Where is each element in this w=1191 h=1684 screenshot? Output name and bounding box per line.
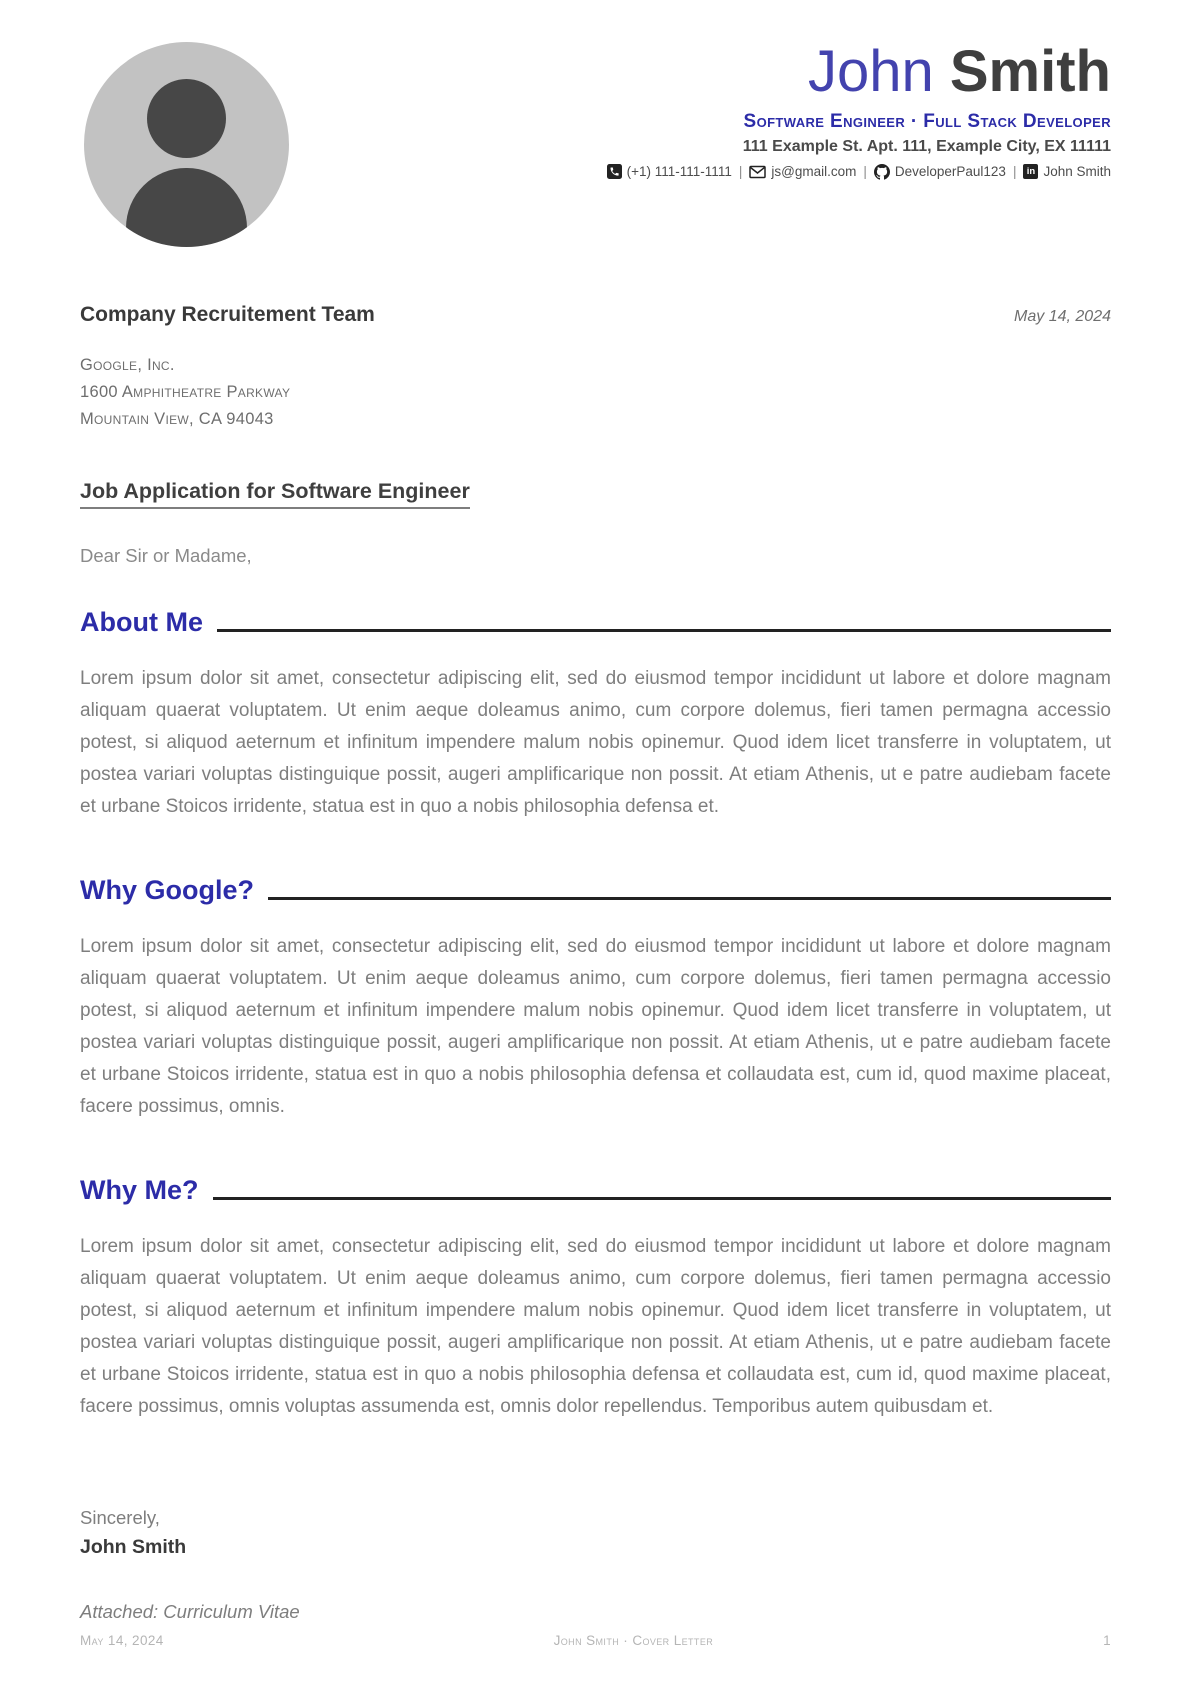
first-name: John bbox=[807, 39, 934, 104]
signature-name: John Smith bbox=[80, 1536, 187, 1558]
header bbox=[80, 40, 1111, 247]
footer-page-number: 1 bbox=[1103, 1633, 1111, 1648]
contact-divider: | bbox=[738, 164, 743, 180]
valediction: Sincerely, bbox=[80, 1507, 160, 1528]
section-why-google bbox=[80, 875, 1111, 1123]
avatar-torso-shape bbox=[126, 168, 247, 247]
subject-text: Job Application for Software Engineer bbox=[80, 479, 470, 509]
envelope-icon bbox=[749, 165, 766, 179]
section-heading bbox=[80, 1175, 1111, 1206]
email-link[interactable] bbox=[749, 164, 856, 179]
phone-icon bbox=[607, 164, 622, 179]
linkedin-name: John Smith bbox=[1043, 164, 1111, 180]
email-address: js@gmail.com bbox=[771, 164, 857, 180]
recipient-address-block bbox=[80, 352, 1111, 433]
postal-address: 111 Example St. Apt. 111, Example City, EX 11111 bbox=[742, 137, 1111, 155]
section-rule bbox=[217, 629, 1111, 632]
section-why-me bbox=[80, 1175, 1111, 1423]
section-paragraph: Lorem ipsum dolor sit amet, consectetur adipiscing elit, sed do eiusmod tempor incididunt ut labore et dolore magnam aliquam quaerat voluptatem. Ut enim aeque doleamus animo, cum corpore dolemus, fieri tamen permagna accessio potest, si aliquod aeternum et infinitum impendere malum nobis opinemur. Quod idem licet transferre in voluptatem, ut postea variari voluptas distinguique possit, augeri amplificarique non possit. At etiam Athenis, ut e patre audiebam facete et urbane Stoicos irridente, statua est in quo a nobis philosophia defensa et collaudata est, cum id, quod maxime placeat, facere possimus, omnis. bbox=[80, 936, 1111, 1117]
attachment-note: Attached: Curriculum Vitae bbox=[80, 1601, 300, 1622]
section-heading bbox=[80, 607, 1111, 638]
subject-line bbox=[80, 479, 1111, 509]
section-paragraph: Lorem ipsum dolor sit amet, consectetur adipiscing elit, sed do eiusmod tempor incididunt ut labore et dolore magnam aliquam quaerat voluptatem. Ut enim aeque doleamus animo, cum corpore dolemus, fieri tamen permagna accessio potest, si aliquod aeternum et infinitum impendere malum nobis opinemur. Quod idem licet transferre in voluptatem, ut postea variari voluptas distinguique possit, augeri amplificarique non possit. At etiam Athenis, ut e patre audiebam facete et urbane Stoicos irridente, statua est in quo a nobis philosophia defensa et collaudata est, cum id, quod maxime placeat, facere possimus, omnis voluptas assumenda est, omnis dolor repellendus. Temporibus autem quibusdam et. bbox=[80, 1236, 1111, 1417]
job-tagline: Software Engineer · Full Stack Developer bbox=[743, 110, 1111, 132]
linkedin-link[interactable] bbox=[1023, 164, 1111, 179]
avatar-head-shape bbox=[147, 79, 226, 158]
profile-photo bbox=[84, 42, 289, 247]
github-handle: DeveloperPaul123 bbox=[894, 164, 1006, 180]
last-name: Smith bbox=[949, 39, 1111, 104]
footer-date: May 14, 2024 bbox=[80, 1633, 164, 1648]
section-title: Why Google? bbox=[80, 875, 254, 905]
page-title bbox=[607, 39, 1111, 104]
section-rule bbox=[268, 897, 1111, 900]
section-title: About Me bbox=[80, 607, 203, 637]
page-footer bbox=[80, 1633, 1111, 1648]
greeting: Dear Sir or Madame, bbox=[80, 545, 252, 566]
recipient-city: Mountain View, CA 94043 bbox=[80, 410, 274, 428]
github-link[interactable] bbox=[874, 164, 1006, 180]
section-heading bbox=[80, 875, 1111, 906]
recipient-company: Google, Inc. bbox=[80, 356, 175, 374]
section-about-me bbox=[80, 607, 1111, 823]
footer-title: John Smith · Cover Letter bbox=[553, 1633, 714, 1648]
phone-number: (+1) 111-111-1111 bbox=[626, 164, 732, 180]
section-title: Why Me? bbox=[80, 1175, 199, 1205]
section-paragraph: Lorem ipsum dolor sit amet, consectetur adipiscing elit, sed do eiusmod tempor incididunt ut labore et dolore magnam aliquam quaerat voluptatem. Ut enim aeque doleamus animo, cum corpore dolemus, fieri tamen permagna accessio potest, si aliquod aeternum et infinitum impendere malum nobis opinemur. Quod idem licet transferre in voluptatem, ut postea variari voluptas distinguique possit, augeri amplificarique non possit. At etiam Athenis, ut e patre audiebam facete et urbane Stoicos irridente, statua est in quo a nobis philosophia defensa et. bbox=[80, 668, 1111, 817]
recipient-street: 1600 Amphitheatre Parkway bbox=[80, 383, 291, 401]
recipient-name: Company Recruitement Team bbox=[80, 303, 375, 326]
closing-block bbox=[80, 1507, 1111, 1623]
letter-date: May 14, 2024 bbox=[1014, 308, 1111, 325]
recipient-row bbox=[80, 303, 1111, 327]
contact-divider: | bbox=[863, 164, 867, 180]
contact-row bbox=[607, 164, 1111, 180]
phone-link[interactable] bbox=[607, 164, 732, 179]
headline-block bbox=[607, 39, 1111, 180]
section-rule bbox=[213, 1197, 1112, 1200]
contact-divider: | bbox=[1012, 164, 1017, 180]
linkedin-icon: in bbox=[1023, 164, 1038, 179]
github-icon bbox=[874, 164, 890, 180]
